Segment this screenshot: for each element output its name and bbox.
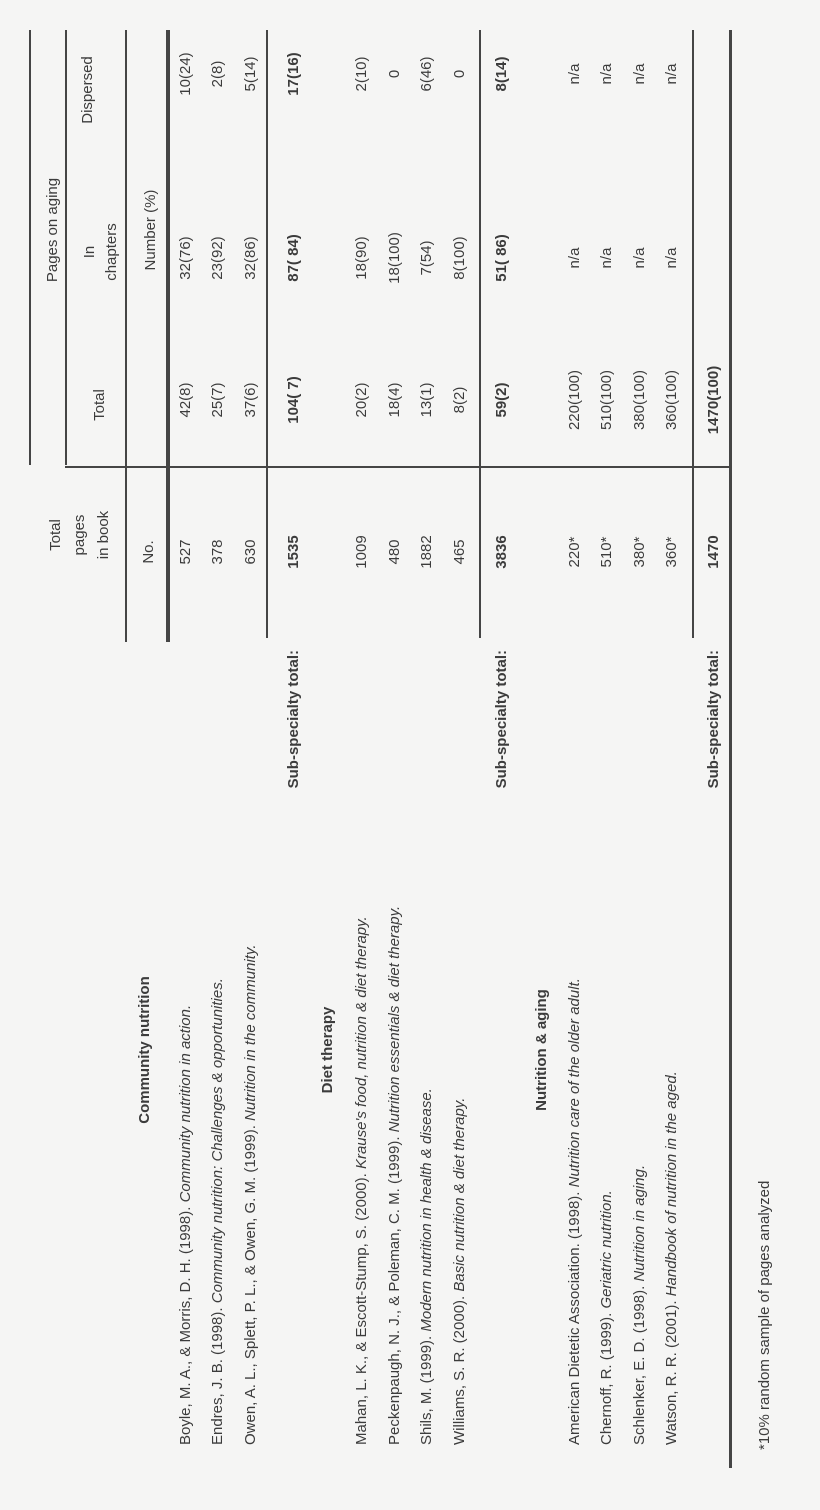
book-title-italic: Krause's food, nutrition & diet therapy. — [353, 916, 370, 1170]
subtotal-dispersed: 8(14) — [493, 56, 510, 92]
cell-in-chapters: 32(76) — [177, 236, 194, 280]
table-footnote: *10% random sample of pages analyzed — [756, 1180, 773, 1450]
citation-row — [564, 978, 586, 1445]
cell-total: 220(100) — [566, 369, 583, 431]
cell-total: 360(100) — [663, 369, 680, 431]
book-title-italic: Community nutrition in action. — [177, 1004, 194, 1203]
cell-total: 37(6) — [242, 382, 259, 418]
subtotal-label: Sub-specialty total: — [285, 650, 302, 789]
cell-total: 25(7) — [209, 382, 226, 418]
cell-no: 380* — [631, 536, 648, 568]
subtotal-total: 59(2) — [493, 382, 510, 418]
subtotal-no: 3836 — [493, 535, 510, 569]
cell-in-chapters: 18(90) — [353, 236, 370, 280]
section-title: Diet therapy — [319, 1006, 336, 1094]
book-title-italic: Nutrition essentials & diet therapy. — [386, 905, 403, 1133]
book-title-italic: Nutrition care of the older adult. — [566, 978, 583, 1188]
citation-row — [449, 1098, 471, 1445]
citation-row — [240, 944, 262, 1445]
citation-text: Mahan, L. K., & Escott-Stump, S. (2000). — [353, 1169, 370, 1445]
citation-row — [351, 916, 373, 1445]
cell-total: 18(4) — [386, 382, 403, 418]
citation-text: Boyle, M. A., & Morris, D. H. (1998). — [177, 1202, 194, 1445]
cell-no: 510* — [598, 536, 615, 568]
cell-in-chapters: n/a — [566, 247, 583, 269]
book-title-italic: Nutrition in aging. — [631, 1164, 648, 1282]
cell-no: 527 — [177, 539, 194, 565]
header-col-chapters: chapters — [103, 223, 120, 281]
citation-row — [207, 978, 229, 1445]
citation-row — [661, 1071, 683, 1445]
cell-dispersed: 6(46) — [418, 56, 435, 92]
subtotal-no: 1535 — [285, 535, 302, 569]
cell-in-chapters: n/a — [598, 247, 615, 269]
cell-in-chapters: n/a — [631, 247, 648, 269]
header-body-rule — [166, 30, 170, 642]
header-number-pct: Number (%) — [142, 189, 159, 271]
section-title: Nutrition & aging — [533, 989, 550, 1111]
citation-text: Shils, M. (1999). — [418, 1331, 435, 1445]
subtotal-no: 1470 — [705, 535, 722, 569]
header-col-total: Total — [91, 389, 108, 421]
cell-in-chapters: 7(54) — [418, 240, 435, 276]
subtotal-label: Sub-specialty total: — [493, 650, 510, 789]
cell-dispersed: 10(24) — [177, 52, 194, 96]
citation-row — [416, 1088, 438, 1445]
cell-in-chapters: 8(100) — [451, 236, 468, 280]
cell-dispersed: 5(14) — [242, 56, 259, 92]
subtotal-dispersed: 17(16) — [285, 52, 302, 96]
cell-total: 20(2) — [353, 382, 370, 418]
cell-in-chapters: 32(86) — [242, 236, 259, 280]
units-row-rule — [125, 30, 127, 642]
subtotal-total: 104( 7) — [285, 376, 302, 424]
cell-dispersed: 0 — [386, 69, 403, 79]
cell-no: 465 — [451, 539, 468, 565]
citation-row — [629, 1165, 651, 1445]
citation-text: Watson, R. R. (2001). — [663, 1296, 680, 1445]
book-title-italic: Community nutrition: Challenges & opportunities. — [209, 978, 226, 1304]
cell-in-chapters: n/a — [663, 247, 680, 269]
citation-text: Schlenker, E. D. (1998). — [631, 1281, 648, 1445]
subtotal-total: 1470(100) — [705, 365, 722, 435]
pages-on-aging-underline — [65, 30, 67, 465]
book-title-italic: Handbook of nutrition in the aged. — [663, 1071, 680, 1297]
book-title-italic: Geriatric nutrition. — [598, 1190, 615, 1309]
cell-dispersed: n/a — [598, 63, 615, 85]
cell-in-chapters: 23(92) — [209, 236, 226, 280]
cell-total: 510(100) — [598, 369, 615, 431]
header-total-pages-1: Total — [47, 519, 64, 551]
header-no: No. — [140, 540, 157, 564]
table-bottom-rule — [729, 30, 732, 1468]
cell-dispersed: n/a — [631, 63, 648, 85]
cell-no: 360* — [663, 536, 680, 568]
book-title-italic: Modern nutrition in health & disease. — [418, 1088, 435, 1332]
subtotal-rule-2 — [479, 30, 481, 638]
cell-total: 380(100) — [631, 369, 648, 431]
book-title-italic: Basic nutrition & diet therapy. — [451, 1097, 468, 1292]
cell-dispersed: 0 — [451, 69, 468, 79]
cell-total: 8(2) — [451, 386, 468, 414]
subtotal-label: Sub-specialty total: — [705, 650, 722, 789]
citation-text: Owen, A. L., Splett, P. L., & Owen, G. M. (1999). — [242, 1120, 259, 1445]
cell-dispersed: 2(10) — [353, 56, 370, 92]
cell-total: 13(1) — [418, 382, 435, 418]
citation-text: Chernoff, R. (1999). — [598, 1308, 615, 1445]
citation-row — [384, 906, 406, 1445]
citation-text: American Dietetic Association. (1998). — [566, 1187, 583, 1445]
header-total-pages-2: pages — [71, 514, 88, 556]
cell-dispersed: 2(8) — [209, 60, 226, 88]
citation-row — [175, 1005, 197, 1445]
header-pages-on-aging: Pages on aging — [44, 177, 61, 283]
cell-total: 42(8) — [177, 382, 194, 418]
section-title: Community nutrition — [136, 976, 153, 1124]
subtotal-rule-1 — [266, 30, 268, 638]
book-title-italic: Nutrition in the community. — [242, 944, 259, 1121]
cell-dispersed: n/a — [663, 63, 680, 85]
table-top-rule — [29, 30, 31, 465]
header-col-dispersed: Dispersed — [79, 56, 96, 124]
cell-no: 1882 — [418, 535, 435, 569]
cell-no: 220* — [566, 536, 583, 568]
cell-dispersed: n/a — [566, 63, 583, 85]
cell-no: 1009 — [353, 535, 370, 569]
subtotal-rule-3 — [692, 30, 694, 638]
subtotal-in-chapters: 87( 84) — [285, 234, 302, 282]
header-col-in: In — [81, 245, 98, 259]
header-total-pages-3: in book — [95, 510, 112, 560]
citation-text: Williams, S. R. (2000). — [451, 1291, 468, 1445]
cell-no: 378 — [209, 539, 226, 565]
citation-row — [596, 1190, 618, 1445]
subtotal-in-chapters: 51( 86) — [493, 234, 510, 282]
citation-text: Endres, J. B. (1998). — [209, 1303, 226, 1445]
citation-text: Peckenpaugh, N. J., & Poleman, C. M. (1999). — [386, 1132, 403, 1445]
cell-no: 480 — [386, 539, 403, 565]
cell-no: 630 — [242, 539, 259, 565]
cell-in-chapters: 18(100) — [386, 232, 403, 284]
